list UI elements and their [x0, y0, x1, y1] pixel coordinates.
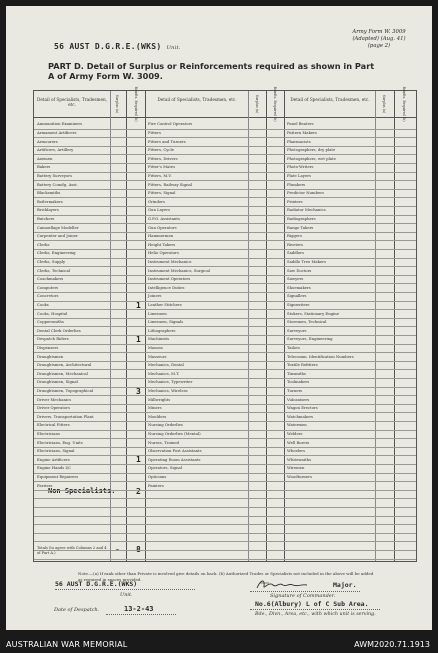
footnote: Note.—(a) If rank other than Private is involved give details on back. (b) Authorized Trades or Specialists not included in the above will be added as required in spaces provided. [78, 571, 374, 582]
row-rule [34, 455, 416, 456]
trade-label: Helio Operators [148, 250, 179, 256]
trade-label: Driver Operators [37, 405, 70, 411]
signature-label: Signature of Commander. [270, 593, 336, 599]
row-rule [34, 154, 416, 155]
trade-label: Moulders [148, 413, 167, 419]
trade-label: Signwriters [287, 302, 310, 307]
reinforcement-entry: 1 [136, 335, 141, 344]
signature-line [250, 591, 360, 592]
trade-label: Joiners [148, 293, 162, 299]
area-label: Bde., Divn., Area, etc., with which unit is serving. [255, 612, 376, 617]
trade-label: Painters [148, 482, 164, 488]
trade-label: Artificers, Artillery [37, 147, 74, 153]
trade-label: Engine Hands I/C [37, 465, 72, 471]
trade-label: Linesmen, Signals [148, 319, 184, 325]
trade-label: Pharmacists [287, 138, 311, 144]
form-ref-line1: Army Form W. 3009 [352, 29, 406, 35]
trade-label: Nurses, Trained [148, 439, 180, 445]
totals-label: Totals (to agree with Columns 2 and 4 of Part A.) [37, 546, 107, 555]
trade-label: Mechanics, Wireless [148, 388, 188, 393]
row-rule [34, 223, 416, 224]
trade-label: Draughtsmen, Topographical [37, 388, 94, 393]
trade-label: Machinists [148, 336, 170, 342]
trade-label: Instrument Mechanics, Surgical [148, 267, 210, 273]
trade-label: Coppersmiths [37, 319, 64, 325]
trade-label: Despatch Riders [37, 336, 69, 342]
trade-label: Toolmakers [287, 379, 310, 385]
trade-label: Saw Doctors [287, 267, 312, 273]
trade-label: Watchmakers [287, 413, 314, 419]
trade-label: Coachmakers [37, 276, 64, 282]
row-rule [34, 498, 416, 499]
unit-label: Unit. [166, 45, 181, 51]
trade-label: Dispensers [37, 345, 59, 350]
trade-label: Gun Operators [148, 224, 177, 230]
totals-reinf: 8 [136, 545, 141, 554]
row-rule [34, 464, 416, 465]
trade-label: Bricklayers [37, 207, 59, 213]
trade-label: Tailors [287, 345, 300, 350]
row-rule [34, 447, 416, 448]
trade-label: Fitter's Mates [148, 164, 176, 170]
commander-rank: Major. [333, 581, 357, 589]
trade-label: Boilermakers [37, 198, 63, 204]
trade-label: Radiographers [287, 216, 316, 221]
row-rule [34, 275, 416, 276]
row-rule [34, 137, 416, 138]
trade-label: Nursing Orderlies [148, 422, 183, 428]
trade-label: Electricians, Signal [37, 448, 75, 454]
row-rule [34, 378, 416, 379]
trade-label: Concretors [37, 293, 59, 299]
trade-label: Printers [287, 198, 303, 204]
trade-label: Opticians [148, 474, 167, 479]
row-rule [34, 206, 416, 207]
col-header-detail-2: Detail of Specialists, Tradesmen, etc. [157, 97, 237, 102]
trade-label: Riggers [287, 233, 302, 239]
trade-label: G.P.O. Assistants [148, 216, 180, 221]
trade-label: Equipment Repairers [37, 474, 79, 479]
trade-label: Observation Post Assistants [148, 448, 202, 454]
trade-label: Pattern Makers [287, 130, 317, 135]
row-rule [34, 326, 416, 327]
trade-label: Armourers [37, 138, 58, 144]
bottom-unit-value: 56 AUST D.G.R.E.(WKS) [55, 580, 138, 588]
part-heading [48, 61, 378, 81]
trade-label: Bakers [37, 164, 51, 170]
reinforcement-entry: 1 [136, 455, 141, 465]
row-rule [34, 541, 416, 542]
trade-label: Electricians, Eng. Units [37, 439, 83, 445]
trade-label: Fitters, M.V. [148, 173, 172, 178]
trade-label: Blacksmiths [37, 190, 61, 196]
row-rule [34, 490, 416, 491]
trade-label: Mechanics, Typewriter [148, 379, 193, 385]
trade-label: Battery Surveyors [37, 173, 72, 178]
row-rule [34, 301, 416, 302]
col-header-surplus-2: Surplus (a) [255, 94, 259, 114]
trade-label: Farriers [37, 482, 53, 488]
trade-label: Signallers [287, 293, 307, 299]
trade-label: Photo-Writers [287, 164, 314, 170]
trade-label: Draughtsmen, Mechanical [37, 370, 88, 376]
trade-label: Operators, Signal [148, 465, 183, 471]
row-rule [34, 404, 416, 405]
trade-label: Fire Control Operators [148, 121, 193, 127]
trade-label: Photographers, wet plate [287, 155, 336, 161]
row-rule [34, 266, 416, 267]
totals-surplus: - [115, 545, 120, 554]
trade-label: Height Takers [148, 241, 176, 247]
row-rule [34, 533, 416, 534]
trade-label: Drivers, Transportation Plant [37, 413, 94, 419]
trade-label: Engine Artificers [37, 456, 70, 462]
trade-label: Riveters [287, 241, 304, 247]
part-text: Detail of Surplus or Reinforcements required as shown in Part A of Army Form W. 3009. [48, 61, 375, 81]
row-rule [34, 258, 416, 259]
trade-label: Wagon Erectors [287, 405, 318, 411]
row-rule [34, 481, 416, 482]
row-rule [34, 524, 416, 525]
trade-label: Well Borers [287, 439, 310, 445]
reinforcement-entry: 1 [136, 300, 141, 310]
trade-label: Fitters, Cycle [148, 147, 174, 153]
trade-label: Gun Layers [148, 207, 171, 213]
trade-label: Fitters and Turners [148, 138, 186, 144]
despatch-date: 13-2-43 [124, 605, 154, 613]
row-rule [34, 249, 416, 250]
unit-line [54, 42, 181, 51]
row-rule [34, 283, 416, 284]
row-rule [34, 172, 416, 173]
row-rule [34, 240, 416, 241]
trade-label: Carpenter and Joiner [37, 233, 78, 239]
trade-label: Draughtsmen, Architectural [37, 362, 92, 368]
trade-label: Cooks, Hospital [37, 310, 68, 316]
trade-label: Welders [287, 431, 303, 436]
credit-institution: AUSTRALIAN WAR MEMORIAL [6, 640, 128, 649]
row-rule [34, 421, 416, 422]
trade-label: Axemen [37, 155, 53, 161]
trades-table [33, 86, 417, 562]
col-header-reinf-1: Reinfts. Required (b) [134, 86, 138, 122]
trade-label: Driver Mechanics [37, 396, 72, 402]
row-rule [34, 395, 416, 396]
trade-label: Instrument Operators [148, 276, 191, 282]
row-rule [34, 129, 416, 130]
trade-label: Battery Comdg. Asst. [37, 181, 78, 187]
trade-label: Plate Layers [287, 173, 311, 178]
credit-accession: AWM2020.71.1913 [354, 640, 430, 649]
trade-label: Camouflage Modeller [37, 224, 79, 230]
row-rule [34, 369, 416, 370]
despatch-underline [106, 614, 176, 615]
trade-label: Watermen [287, 422, 307, 428]
row-rule [34, 352, 416, 353]
trade-label: Armament Artificers [37, 130, 77, 135]
trade-label: Masons [148, 345, 163, 350]
trade-label: Stokers, Stationary Engine [287, 310, 339, 316]
non-specialists-value: 2 [136, 487, 141, 496]
area-underline [250, 609, 380, 610]
row-rule [34, 180, 416, 181]
form-ref-line3: (page 2) [367, 43, 391, 49]
trade-label: Instrument Mechanics [148, 259, 192, 264]
commander-signature [255, 577, 317, 591]
trade-label: Photographers, dry plate [287, 147, 336, 153]
trade-label: Computers [37, 284, 59, 290]
unit-underline [55, 589, 195, 590]
reinforcement-entry: 3 [136, 386, 141, 396]
trade-label: Lithographers [148, 327, 176, 333]
col-header-detail-3: Detail of Specialists, Tradesmen, etc. [290, 97, 370, 102]
trade-label: Fitters, Railway Signal [148, 181, 192, 187]
form-reference [334, 29, 424, 50]
col-header-reinf-3: Reinfts. Required (b) [402, 86, 406, 122]
trade-label: Telecomm. Identification Numbers [287, 353, 354, 359]
part-label: PART D. [48, 61, 84, 71]
row-rule [34, 335, 416, 336]
trade-label: Nursing Orderlies (Mental) [148, 431, 201, 436]
trade-label: Fitters [148, 130, 161, 135]
trade-label: Turners [287, 388, 303, 393]
row-rule [34, 361, 416, 362]
trade-label: Dental Clerk Orderlies [37, 327, 81, 333]
bottom-unit-label: Unit. [120, 592, 133, 598]
row-rule [34, 507, 416, 508]
trade-label: Vulcanisers [287, 396, 310, 402]
trade-label: Electricians [37, 431, 60, 436]
trade-label: Linesmen [148, 310, 167, 316]
trade-label: Clerks, Engineering [37, 250, 76, 256]
area-value: No.6(Albury) L of C Sub Area. [255, 600, 369, 608]
trade-label: Sawyers [287, 276, 304, 282]
col-header-surplus-3: Surplus (a) [382, 94, 386, 114]
trade-label: Cooks [37, 302, 49, 307]
unit-value: 56 AUST D.G.R.E.(WKS) [54, 42, 162, 51]
row-rule [34, 292, 416, 293]
trade-label: Surveyors [287, 327, 307, 333]
trade-label: Woodturners [287, 474, 312, 479]
row-rule [34, 163, 416, 164]
row-rule [34, 344, 416, 345]
trade-label: Predictor Numbers [287, 190, 325, 196]
row-rule [34, 232, 416, 233]
trade-label: Saddlers [287, 250, 304, 256]
trade-label: Ammunition Examiners [37, 121, 83, 127]
trade-label: Fitters, Signal [148, 190, 176, 196]
non-specialists-label: Non Specialists. [48, 487, 116, 495]
row-rule [34, 215, 416, 216]
col-header-reinf-2: Reinfts. Required (b) [273, 86, 277, 122]
trade-label: Range Takers [287, 224, 314, 230]
trade-label: Millwrights [148, 396, 171, 402]
row-rule [34, 550, 416, 551]
trade-label: Mechanics, M.T. [148, 370, 180, 376]
trade-label: Shoemakers [287, 284, 311, 290]
row-rule [34, 430, 416, 431]
trade-label: Surveyors, Engineering [287, 336, 333, 342]
trade-label: Storemen, Technical [287, 319, 327, 325]
col-header-surplus-1: Surplus (a) [115, 94, 119, 114]
trade-label: Leather Stitchers [148, 302, 182, 307]
trade-label: Radiator Mechanics [287, 207, 326, 213]
row-rule [34, 438, 416, 439]
trade-label: Grinders [148, 198, 165, 204]
row-rule [34, 559, 416, 560]
row-rule [34, 309, 416, 310]
trade-label: Clerks [37, 241, 50, 247]
trade-label: Electrical Fitters [37, 422, 70, 428]
trade-label: Plumbers [287, 181, 306, 187]
row-rule [34, 146, 416, 147]
trade-label: Operating Room Assistants [148, 456, 201, 462]
trade-label: Fitters, Drivers [148, 155, 178, 161]
row-rule [34, 473, 416, 474]
row-rule [34, 318, 416, 319]
col-header-detail-1: Detail of Specialists, Tradesmen, etc. [36, 97, 108, 107]
trade-label: Saddle Tree Makers [287, 259, 326, 264]
row-rule [34, 516, 416, 517]
trade-label: Hammermen [148, 233, 174, 239]
trade-label: Wiremen [287, 465, 305, 471]
row-rule [34, 197, 416, 198]
trade-label: Mechanics, Dental [148, 362, 184, 368]
trade-label: Draughtsmen, Signal [37, 379, 78, 385]
trade-label: Clerks, Supply [37, 259, 66, 264]
trade-label: Tinsmiths [287, 370, 306, 376]
trade-label: Draughtsmen [37, 353, 64, 359]
trade-label: Clerks, Technical [37, 267, 71, 273]
trade-label: Whitesmiths [287, 456, 312, 462]
trade-label: Panel Beaters [287, 121, 314, 127]
trade-label: Masseurs [148, 353, 167, 359]
trade-label: Butchers [37, 216, 55, 221]
form-ref-line2: (Adapted) (Aug. 41) [352, 36, 406, 42]
trade-label: Intelligence Duties [148, 284, 185, 290]
trade-label: Wheelers [287, 448, 306, 454]
trade-label: Textile Refitters [287, 362, 318, 368]
despatch-label: Date of Despatch. [54, 607, 100, 613]
trade-label: Miners [148, 405, 162, 411]
row-rule [34, 189, 416, 190]
